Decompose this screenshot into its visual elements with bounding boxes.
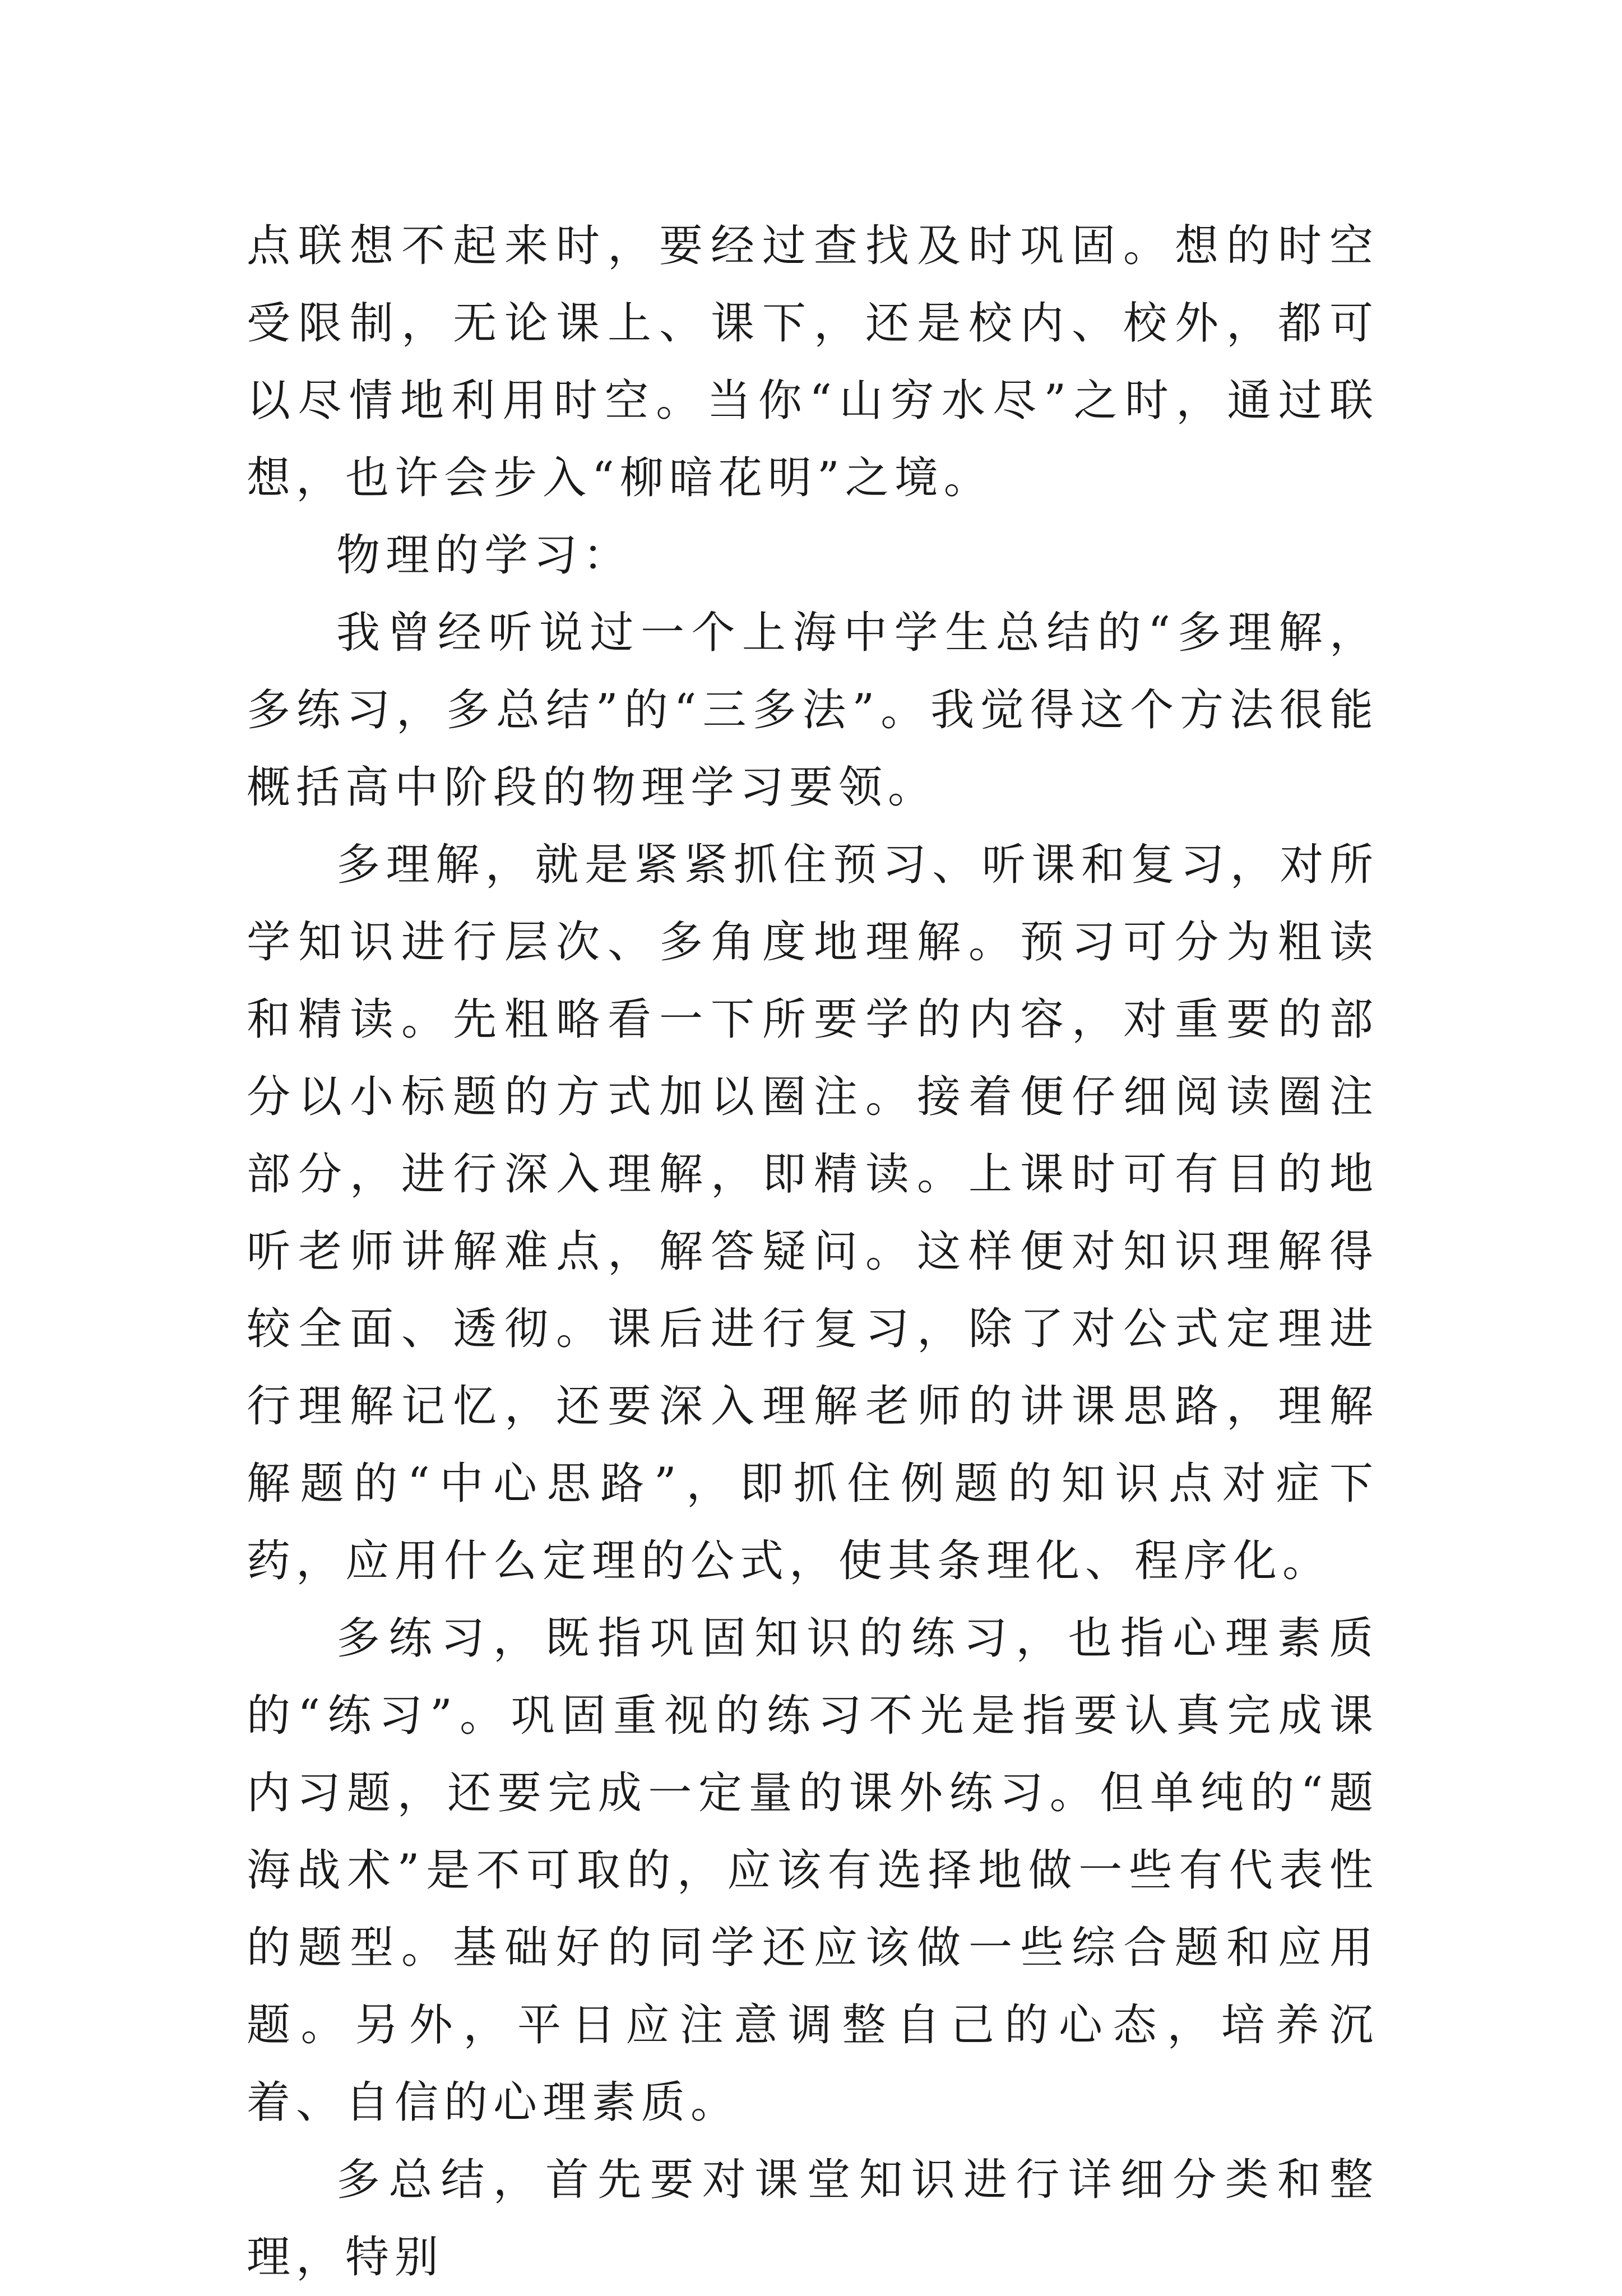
paragraph-understand-more: 多理解，就是紧紧抓住预习、听课和复习，对所学知识进行层次、多角度地理解。预习可分为粗读和精读。先粗略看一下所要学的内容，对重要的部分以小标题的方式加以圈注。接着便仔细阅读圈注部分，进行深入理解，即精读。上课时可有目的地听老师讲解难点，解答疑问。这样便对知识理解得较全面、透彻。课后进行复习，除了对公式定理进行理解记忆，还要深入理解老师的讲课思路，理解解题的“中心思路”，即抓住例题的知识点对症下药，应用什么定理的公式，使其条理化、程序化。 xyxy=(247,840,1379,1586)
document-body xyxy=(247,207,1379,2296)
paragraph-continuation: 点联想不起来时，要经过查找及时巩固。想的时空受限制，无论课上、课下，还是校内、校外，都可以尽情地利用时空。当你“山穷水尽”之时，通过联想，也许会步入“柳暗花明”之境。 xyxy=(247,221,1379,503)
paragraph-three-methods: 我曾经听说过一个上海中学生总结的“多理解，多练习，多总结”的“三多法”。我觉得这个方法很能概括高中阶段的物理学习要领。 xyxy=(247,608,1379,813)
paragraph-practice-more: 多练习，既指巩固知识的练习，也指心理素质的“练习”。巩固重视的练习不光是指要认真完成课内习题，还要完成一定量的课外练习。但单纯的“题海战术”是不可取的，应该有选择地做一些有代表性的题型。基础好的同学还应该做一些综合题和应用题。另外，平日应注意调整自己的心态，培养沉着、自信的心理素质。 xyxy=(247,1613,1379,2128)
paragraph-summarize-more: 多总结，首先要对课堂知识进行详细分类和整理，特别 xyxy=(247,2155,1379,2283)
section-heading-physics: 物理的学习： xyxy=(336,530,633,581)
